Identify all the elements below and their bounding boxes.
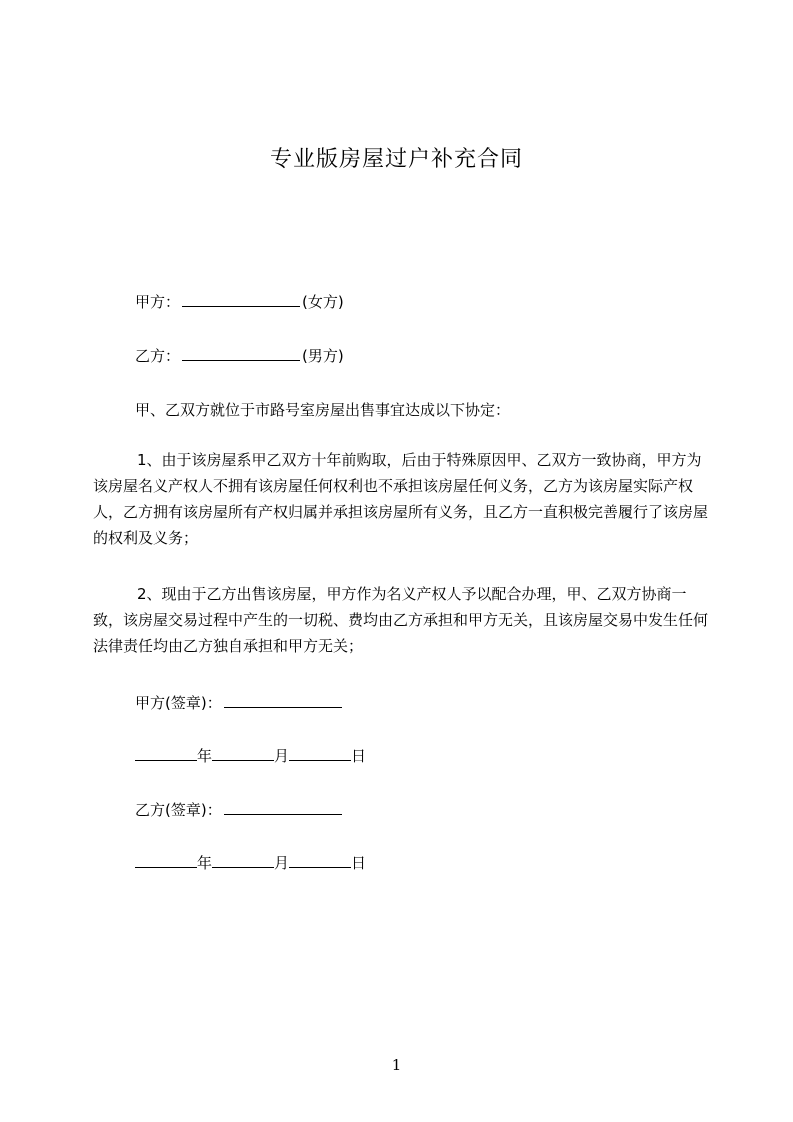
party-a-date-line xyxy=(135,745,366,766)
day-blank xyxy=(289,853,351,868)
party-b-label: 乙方： xyxy=(135,347,181,365)
month-label: 月 xyxy=(274,854,290,872)
party-b-blank xyxy=(182,346,300,361)
document-title: 专业版房屋过户补充合同 xyxy=(269,147,523,172)
year-blank xyxy=(135,853,197,868)
clause-2: 2、现由于乙方出售该房屋，甲方作为名义产权人予以配合办理，甲、乙双方协商一致，该房屋交易过程中产生的一切税、费均由乙方承担和甲方无关，且该房屋交易中发生任何法律责任均由乙方独自承担和甲方无关； xyxy=(93,585,709,655)
party-b-signature-blank xyxy=(224,800,342,815)
party-b-signature-line xyxy=(135,799,344,820)
party-a-line xyxy=(135,291,344,312)
year-label: 年 xyxy=(197,854,213,872)
month-blank xyxy=(212,746,274,761)
party-a-signature-line xyxy=(135,692,344,713)
party-a-blank xyxy=(182,292,300,307)
party-b-signature-label: 乙方(签章)： xyxy=(135,801,222,819)
party-a-note: (女方) xyxy=(302,293,344,311)
month-label: 月 xyxy=(274,747,290,765)
party-b-date-line xyxy=(135,852,366,873)
clause-1: 1、由于该房屋系甲乙双方十年前购取，后由于特殊原因甲、乙双方一致协商，甲方为该房屋名义产权人不拥有该房屋任何权利也不承担该房屋任何义务，乙方为该房屋实际产权人，乙方拥有该房屋所有产权归属并承担该房屋所有义务，且乙方一直积极完善履行了该房屋的权利及义务； xyxy=(93,451,709,547)
day-blank xyxy=(289,746,351,761)
day-label: 日 xyxy=(351,747,367,765)
party-a-signature-label: 甲方(签章)： xyxy=(135,694,222,712)
page-number: 1 xyxy=(391,1056,402,1074)
month-blank xyxy=(212,853,274,868)
intro-text: 甲、乙双方就位于市路号室房屋出售事宜达成以下协定： xyxy=(135,401,511,419)
day-label: 日 xyxy=(351,854,367,872)
year-label: 年 xyxy=(197,747,213,765)
party-a-label: 甲方： xyxy=(135,293,181,311)
party-a-signature-blank xyxy=(224,693,342,708)
party-b-line xyxy=(135,345,344,366)
year-blank xyxy=(135,746,197,761)
party-b-note: (男方) xyxy=(302,347,344,365)
